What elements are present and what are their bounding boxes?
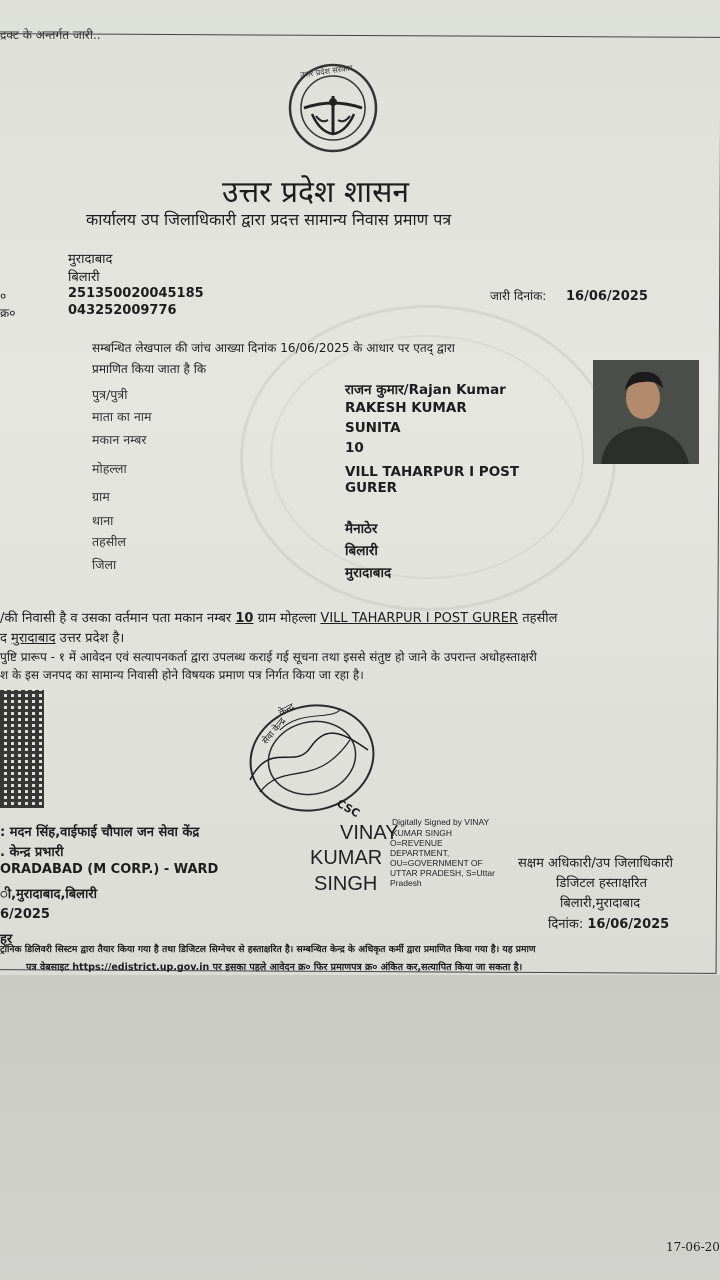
footer-line-1 [0, 942, 536, 955]
thana-value: मैनाठेर [345, 521, 378, 537]
table-surface [0, 975, 720, 1280]
applicant-name: राजन कुमार/Rajan Kumar [345, 382, 506, 398]
body-line-1-a: /की निवासी है व उसका वर्तमान पता मकान नम्बर [0, 611, 232, 626]
body-line-2-b: उत्तर प्रदेश है। [59, 631, 125, 646]
tehsil-value: बिलारी [345, 543, 378, 559]
stamp-outer-text: केन्द्र [277, 701, 297, 719]
intro-line-1: सम्बन्धित लेखपाल की जांच आख्या दिनांक 16/06/2025 के आधार पर एतद् द्वारा [92, 341, 455, 355]
application-number: 251350020045185 [68, 286, 204, 301]
meta-tehsil: बिलारी [68, 270, 100, 285]
house-label: मकान नम्बर [92, 432, 147, 447]
signer-name-line-2: KUMAR [310, 847, 383, 869]
signature-detail-4: DEPARTMENT, [390, 848, 450, 858]
page-title: उत्तर प्रदेश शासन [222, 175, 410, 210]
watermark-seal-inner [270, 335, 584, 579]
meta-left-mark-1: ० [0, 289, 7, 303]
district-label: जिला [92, 557, 117, 572]
signature-detail-5: OU=GOVERNMENT OF [390, 858, 483, 868]
thana-label: थाना [92, 513, 114, 528]
authority-date: 16/06/2025 [587, 917, 670, 932]
corner-date: 17-06-20 [666, 1240, 720, 1254]
body-line-1-house: 10 [235, 611, 254, 626]
parent-name: RAKESH KUMAR [345, 400, 467, 416]
body-line-3: पुष्टि प्रारूप - १ में आवेदन एवं सत्यापनकर्ता द्वारा उपलब्ध कराई गई सूचना तथा इससे संतुष्ट हो जाने के उपरान्त अधोहस्ताक्षरी [0, 650, 537, 664]
mohalla-line-2: GURER [345, 480, 398, 496]
operator-line-5: 6/2025 [0, 907, 50, 922]
authority-line-1: सक्षम अधिकारी/उप जिलाधिकारी [518, 856, 673, 871]
footer-line-1-prefix: ट्रॉनिक डिलिवरी सिस्टम [0, 944, 78, 955]
qr-code [0, 690, 44, 808]
applicant-photo [593, 360, 699, 464]
operator-line-3: ORADABAD (M CORP.) - WARD [0, 862, 219, 877]
mohalla-line-1: VILL TAHARPUR I POST [345, 464, 520, 480]
mother-label: माता का नाम [92, 409, 152, 424]
body-line-2-district: मुरादाबाद [11, 631, 56, 646]
footer-line-1-text: द्वारा तैयार किया गया है तथा डिजिटल सिग्नेचर से हस्ताक्षरित है। सम्बन्धित केन्द्र के अधिकृत कर्मी द्वारा प्रमाणित किया गया है। यह प्रमाण [80, 944, 536, 955]
district-value: मुरादाबाद [345, 565, 392, 581]
operator-line-1: : मदन सिंह,वाईफाई चौपाल जन सेवा केंद्र [0, 825, 200, 840]
authority-date-label: दिनांक: [548, 917, 584, 932]
meta-left-mark-2: क्र० [0, 306, 16, 320]
signature-detail-2: KUMAR SINGH [392, 828, 452, 838]
signature-detail-6: UTTAR PRADESH, S=Uttar [390, 868, 495, 878]
operator-line-4: ी,मुरादाबाद,बिलारी [0, 887, 98, 902]
operator-line-2: . केन्द्र प्रभारी [0, 845, 64, 860]
village-label: ग्राम [92, 489, 110, 504]
intro-line-2: प्रमाणित किया जाता है कि [92, 362, 207, 376]
emblem-text: उत्तर प्रदेश सरकार [299, 63, 354, 80]
signer-name-line-1: VINAY [340, 822, 399, 844]
body-line-2 [0, 628, 124, 646]
meta-district: मुरादाबाद [68, 252, 113, 267]
body-line-4: श के इस जनपद का सामान्य निवासी होने विषयक प्रमाण पत्र निर्गत किया जा रहा है। [0, 668, 364, 682]
body-line-2-a: द [0, 631, 7, 646]
house-number: 10 [345, 440, 364, 456]
issue-date-label: जारी दिनांक: [490, 289, 547, 303]
csc-seal-stamp [240, 700, 380, 820]
operator-line-6: हर [0, 932, 13, 947]
authority-date-row [548, 914, 669, 932]
body-line-1-address: VILL TAHARPUR I POST GURER [320, 611, 519, 626]
body-line-1-c: तहसील [522, 611, 558, 626]
authority-line-2: डिजिटल हस्ताक्षरित [556, 876, 647, 891]
signature-detail-1: Digitally Signed by VINAY [392, 817, 490, 827]
mother-name: SUNITA [345, 420, 401, 436]
authority-line-3: बिलारी,मुरादाबाद [560, 896, 641, 911]
issue-date: 16/06/2025 [566, 289, 648, 304]
stamp-csc-text: CSC [334, 796, 362, 821]
footer-line-2: पत्र वेबसाइट https://edistrict.up.gov.in पर इसका पहले आवेदन क्र० फिर प्रमाणपत्र क्र० अंकित कर,सत्यापित किया जा सकता है। [26, 962, 523, 973]
signature-detail-3: O=REVENUE [390, 838, 443, 848]
body-line-1 [0, 608, 557, 626]
mohalla-label: मोहल्ला [92, 461, 127, 476]
tehsil-label: तहसील [92, 534, 126, 549]
top-note: द्रक्ट के अन्तर्गत जारी.. [0, 28, 101, 42]
body-line-1-b: ग्राम मोहल्ला [257, 611, 317, 626]
stamp-ring-text: सेवा केन्द्र [260, 716, 289, 747]
certificate-number: 043252009776 [68, 303, 177, 318]
page-subtitle: कार्यालय उप जिलाधिकारी द्वारा प्रदत्त सामान्य निवास प्रमाण पत्र [86, 210, 452, 229]
parent-label: पुत्र/पुत्री [92, 387, 128, 402]
signature-detail-7: Pradesh [390, 878, 422, 888]
signer-name-line-3: SINGH [314, 873, 378, 895]
